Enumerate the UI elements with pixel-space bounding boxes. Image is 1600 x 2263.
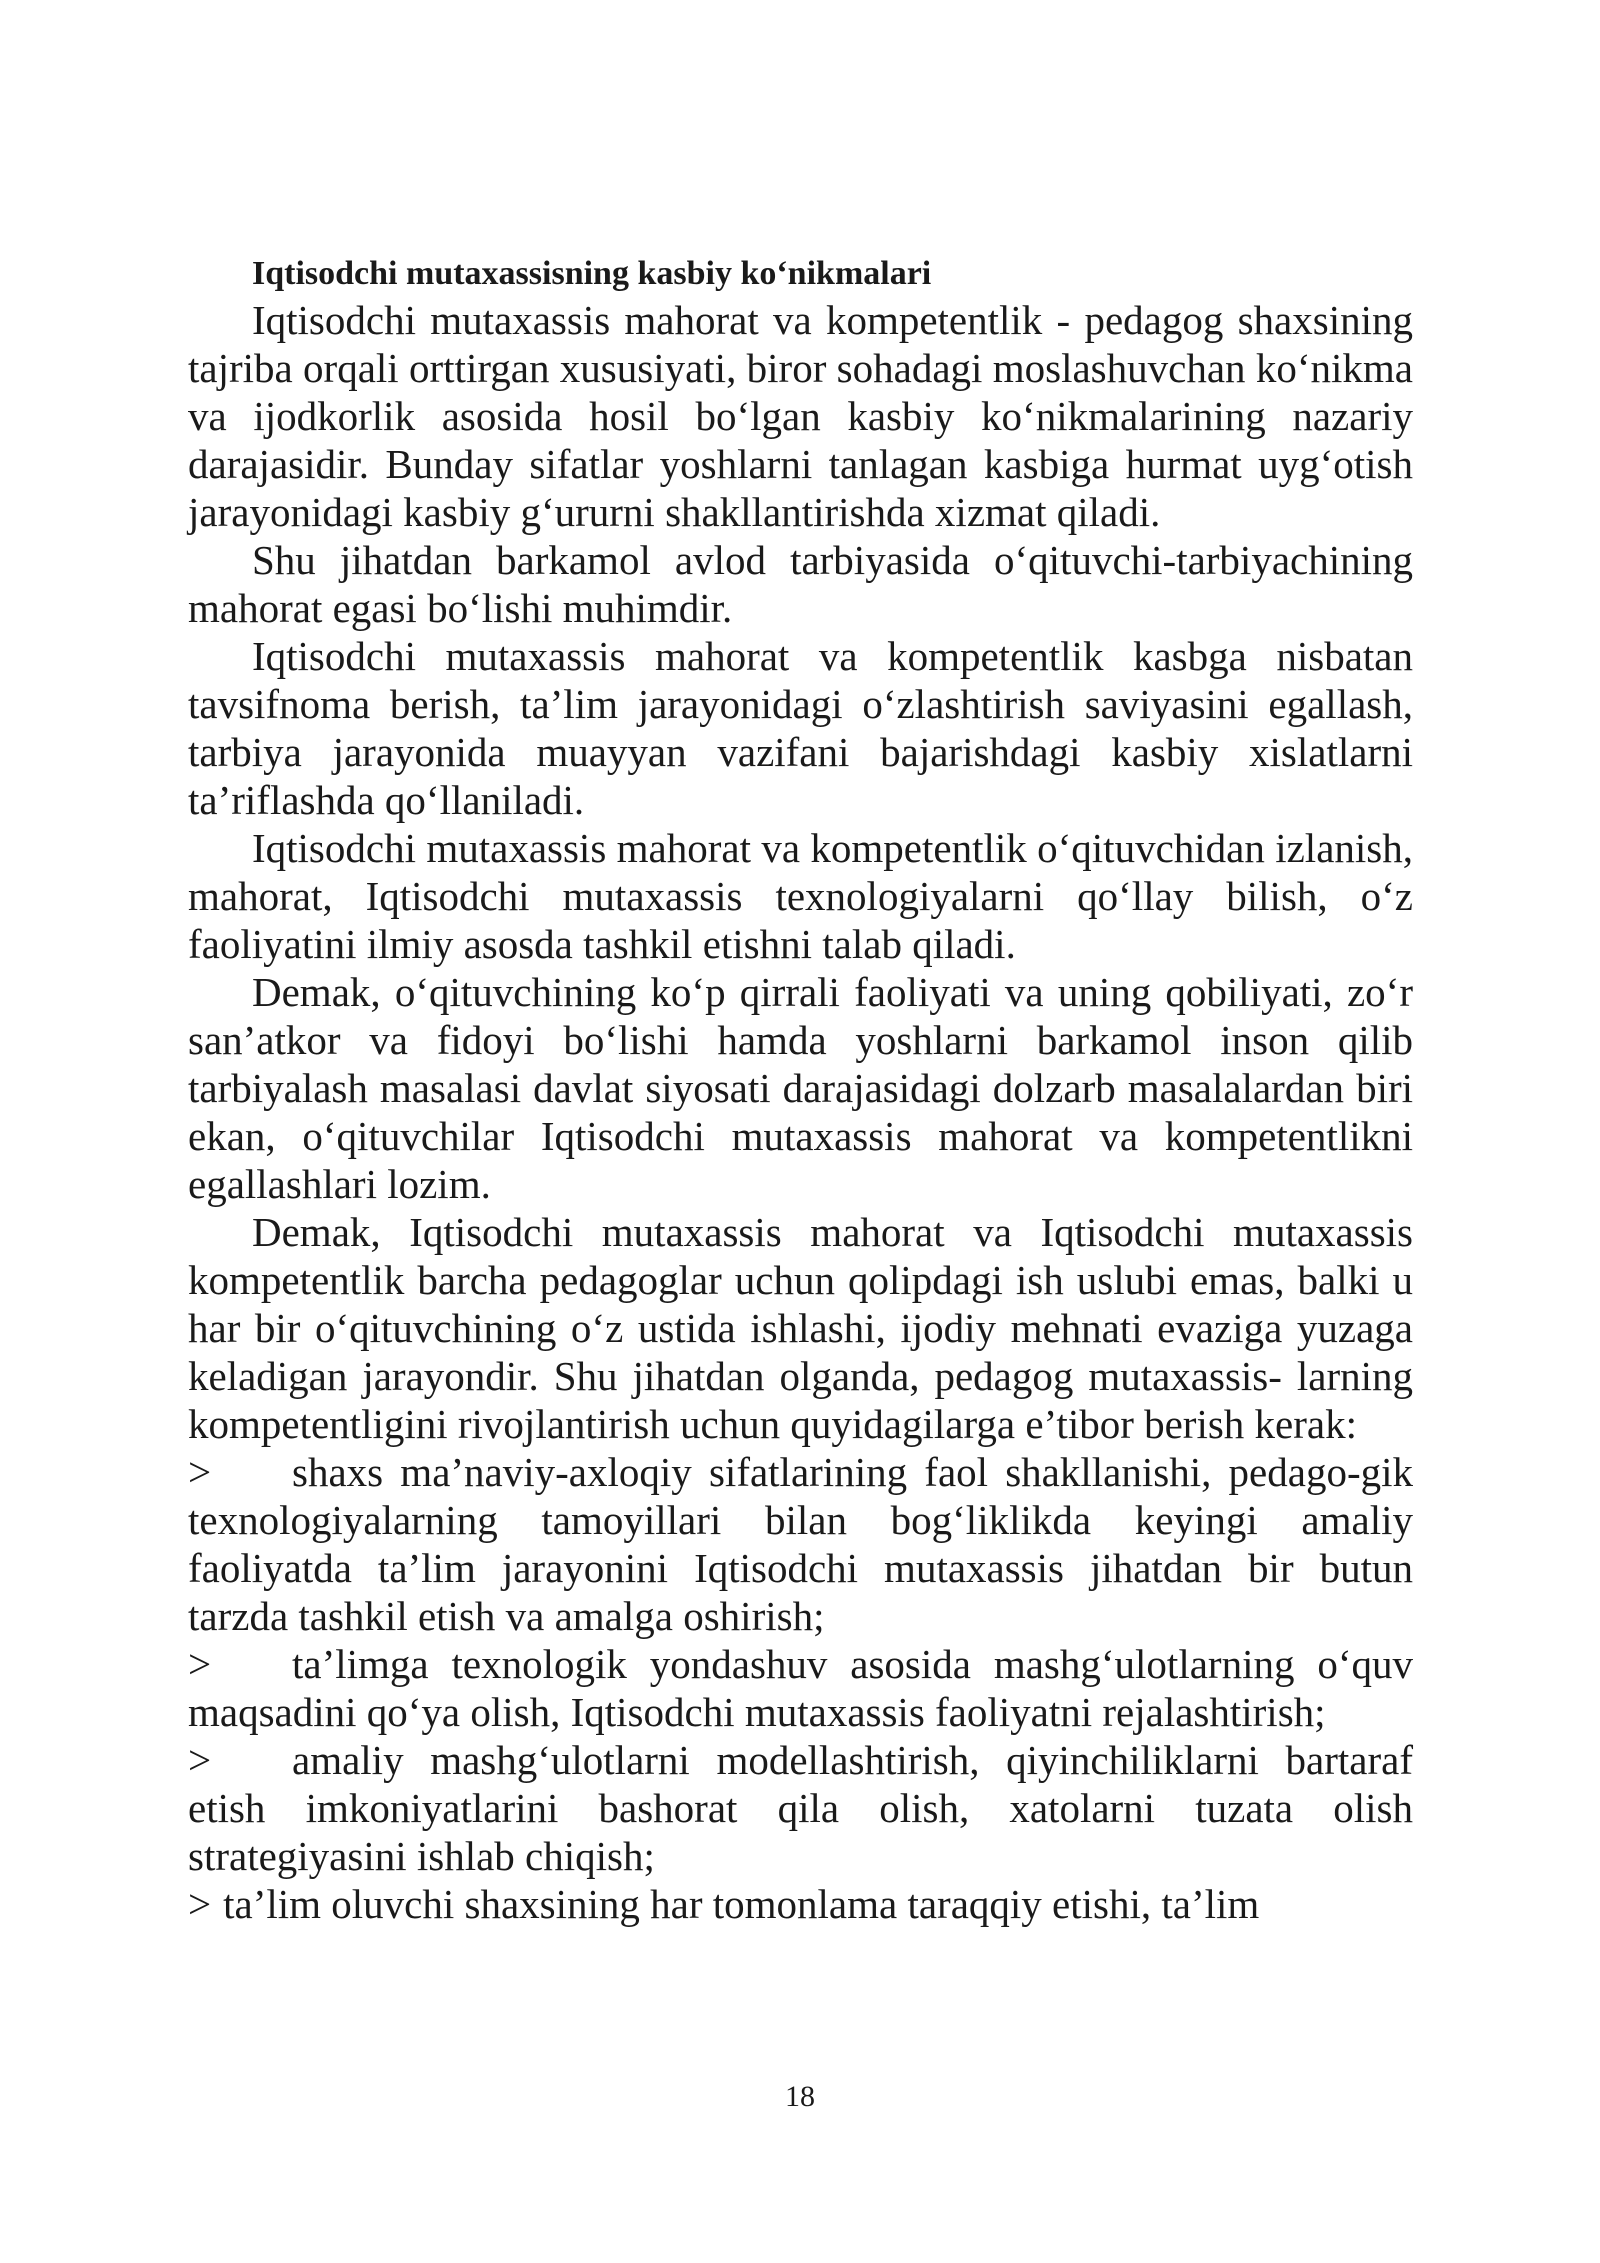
paragraph: Shu jihatdan barkamol avlod tarbiyasida o‘qituvchi-tarbiyachining mahorat egasi bo‘lishi muhimdir. — [188, 537, 1413, 631]
document-page — [188, 250, 1413, 1928]
paragraph: Demak, o‘qituvchining ko‘p qirrali faoliyati va uning qobiliyati, zo‘r san’atkor va fidoyi bo‘lishi hamda yoshlarni barkamol inson qilib tarbiyalash masalasi davlat siyosati darajasidagi dolzarb masalalardan biri ekan, o‘qituvchilar Iqtisodchi mutaxassis mahorat va kompetentlikni egallashlari lozim. — [188, 969, 1413, 1207]
list-item — [188, 1880, 1413, 1928]
list-item — [188, 1640, 1413, 1736]
paragraph: Iqtisodchi mutaxassis mahorat va kompetentlik o‘qituvchidan izlanish, mahorat, Iqtisodchi mutaxassis texnologiyalarni qo‘llay bilish, o‘z faoliyatini ilmiy asosda tashkil etishni talab qiladi. — [188, 825, 1413, 967]
list-item-text: amaliy mashg‘ulotlarni modellashtirish, qiyinchiliklarni bartaraf etish imkoniyatlarini bashorat qila olish, xatolarni tuzata olish strategiyasini ishlab chiqish; — [188, 1737, 1413, 1879]
paragraph: Iqtisodchi mutaxassis mahorat va kompetentlik kasbga nisbatan tavsifnoma berish, ta’lim jarayonidagi o‘zlashtirish saviyasini egallash, tarbiya jarayonida muayyan vazifani bajarishdagi kasbiy xislatlarni ta’riflashda qo‘llaniladi. — [188, 633, 1413, 823]
bullet-marker: > — [188, 1449, 212, 1495]
section-heading: Iqtisodchi mutaxassisning kasbiy ko‘nikmalari — [252, 255, 932, 292]
bullet-marker: > — [188, 1641, 212, 1687]
list-item — [188, 1736, 1413, 1880]
list-item-text: shaxs ma’naviy-axloqiy sifatlarining faol shakllanishi, pedago-gik texnologiyalarning tamoyillari bilan bog‘liklikda keyingi amaliy faoliyatda ta’lim jarayonini Iqtisodchi mutaxassis jihatdan bir butun tarzda tashkil etish va amalga oshirish; — [188, 1449, 1413, 1639]
list-item-text: ta’lim oluvchi shaxsining har tomonlama taraqqiy etishi, ta’lim — [223, 1881, 1260, 1927]
paragraph: Demak, Iqtisodchi mutaxassis mahorat va Iqtisodchi mutaxassis kompetentlik barcha pedagoglar uchun qolipdagi ish uslubi emas, balki u har bir o‘qituvchining o‘z ustida ishlashi, ijodiy mehnati evaziga yuzaga keladigan jarayondir. Shu jihatdan olganda, pedagog mutaxassis- larning kompetentligini rivojlantirish uchun quyidagilarga e’tibor berish kerak: — [188, 1209, 1413, 1447]
list-item — [188, 1448, 1413, 1640]
bullet-marker: > — [188, 1881, 212, 1927]
paragraph: Iqtisodchi mutaxassis mahorat va kompetentlik - pedagog shaxsining tajriba orqali orttirgan xususiyati, biror sohadagi moslashuvchan ko‘nikma va ijodkorlik asosida hosil bo‘lgan kasbiy ko‘nikmalarining nazariy darajasidir. Bunday sifatlar yoshlarni tanlagan kasbiga hurmat uyg‘otish jarayonidagi kasbiy g‘ururni shakllantirishda xizmat qiladi. — [188, 297, 1413, 535]
page-number: 18 — [785, 2080, 815, 2113]
list-item-text: ta’limga texnologik yondashuv asosida mashg‘ulotlarning o‘quv maqsadini qo‘ya olish, Iqtisodchi mutaxassis faoliyatni rejalashtirish; — [188, 1641, 1413, 1735]
bullet-marker: > — [188, 1737, 212, 1783]
